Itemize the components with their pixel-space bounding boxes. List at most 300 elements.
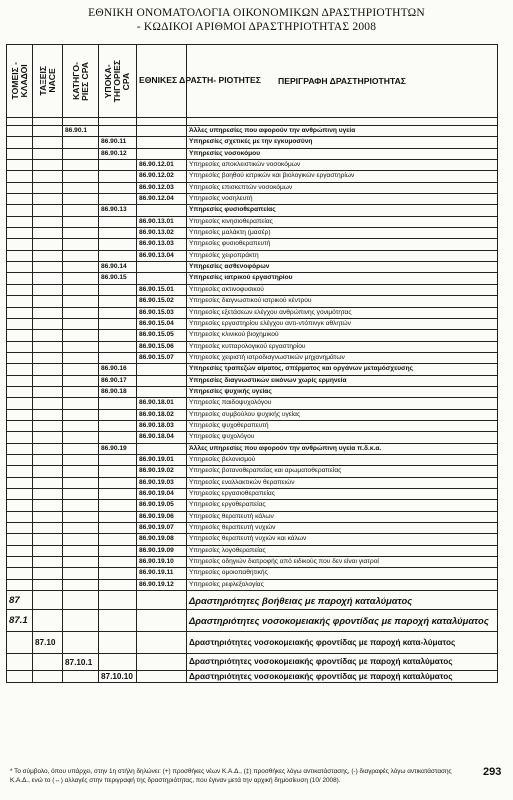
code-cell-c5 [137, 205, 187, 216]
code-cell-c1 [7, 239, 33, 250]
code-cell-c3 [63, 557, 99, 568]
section-code-cell-c3 [63, 632, 99, 654]
table-row [7, 409, 498, 420]
description-cell: Υπηρεσίες διαγνωστικών εικόνων χωρίς ερμηνεία [187, 375, 498, 386]
code-cell-c4: 86.90.12 [99, 148, 137, 159]
code-cell-c5: 86.90.13.04 [137, 250, 187, 261]
table-row [7, 477, 498, 488]
code-cell-c1 [7, 579, 33, 590]
code-cell-c3 [63, 194, 99, 205]
code-cell-c2 [33, 273, 63, 284]
code-cell-c4 [99, 489, 137, 500]
description-cell: Υπηρεσίες βοτανοθεραπείας και αρωματοθεραπείας [187, 466, 498, 477]
code-cell-c5 [137, 375, 187, 386]
code-cell-c4 [99, 454, 137, 465]
code-cell-c5: 86.90.13.01 [137, 216, 187, 227]
code-cell-c4 [99, 500, 137, 511]
code-cell-c1 [7, 557, 33, 568]
code-cell-c2 [33, 557, 63, 568]
code-cell-c5: 86.90.18.04 [137, 432, 187, 443]
code-cell-c4 [99, 250, 137, 261]
code-cell-c3 [63, 364, 99, 375]
code-cell-c5: 86.90.19.09 [137, 545, 187, 556]
code-cell-c4 [99, 318, 137, 329]
code-cell-c4: 86.90.15 [99, 273, 137, 284]
description-cell: Υπηρεσίες διαγνωστικού ιατρικού κέντρου [187, 296, 498, 307]
section-code-cell-c4 [99, 632, 137, 654]
code-cell-c5: 86.90.19.03 [137, 477, 187, 488]
code-cell-c2 [33, 216, 63, 227]
code-cell-c4: 86.90.19 [99, 443, 137, 454]
code-cell-c1 [7, 534, 33, 545]
code-cell-c2 [33, 398, 63, 409]
code-cell-c5: 86.90.19.01 [137, 454, 187, 465]
code-cell-c1 [7, 318, 33, 329]
description-cell: Υπηρεσίες επισκεπτών νοσοκόμων [187, 182, 498, 193]
code-cell-c4 [99, 579, 137, 590]
code-cell-c4 [99, 398, 137, 409]
code-cell-c4 [99, 557, 137, 568]
table-row [7, 262, 498, 273]
footnote: * Το σύμβολο, όπου υπάρχει, στην 1η στήλη δηλώνει: (+) προσθήκες νέων Κ.Α.Δ., (‡) προσθήκες λόγω αντικατάστασης, (-) διαγραφές λόγω αντικατάστασης Κ.Α.Δ., ενώ το (↔) αλλαγές στην περιγραφή της δραστηριότητας, που έγιναν μετά την αρχική δημοσίευση (10/ 2008). [10, 768, 452, 784]
code-cell-c1 [7, 330, 33, 341]
code-cell-c1 [7, 352, 33, 363]
code-cell-c5: 86.90.18.01 [137, 398, 187, 409]
code-cell-c5: 86.90.18.02 [137, 409, 187, 420]
table-row [7, 420, 498, 431]
code-cell-c4 [99, 341, 137, 352]
description-cell: Υπηρεσίες θεραπευτή νυχιών και κάλων [187, 534, 498, 545]
code-cell-c4 [99, 330, 137, 341]
code-cell-c2 [33, 579, 63, 590]
code-cell-c2 [33, 420, 63, 431]
code-cell-c1 [7, 443, 33, 454]
section-code-cell-c2 [33, 671, 63, 683]
code-cell-c1 [7, 296, 33, 307]
description-cell: Υπηρεσίες χειροπράκτη [187, 250, 498, 261]
table-row [7, 148, 498, 159]
code-cell-c4: 86.90.11 [99, 137, 137, 148]
description-cell: Υπηρεσίες ακτινοφυσικού [187, 284, 498, 295]
description-cell: Υπηρεσίες μαλάκτη (μασέρ) [187, 228, 498, 239]
section-code-cell-c2: 87.10 [33, 632, 63, 654]
description-cell: Υπηρεσίες εργοθεραπείας [187, 500, 498, 511]
code-cell-c5: 86.90.19.06 [137, 511, 187, 522]
code-cell-c1 [7, 250, 33, 261]
description-cell: Υπηρεσίες φυσιοθεραπευτή [187, 239, 498, 250]
description-cell: Υπηρεσίες κλινικού βιοχημικού [187, 330, 498, 341]
code-cell-c2 [33, 330, 63, 341]
code-cell-c1 [7, 160, 33, 171]
code-cell-c5 [137, 126, 187, 137]
code-cell-c5: 86.90.12.03 [137, 182, 187, 193]
code-cell-c2 [33, 296, 63, 307]
table-row [7, 364, 498, 375]
table-row [7, 579, 498, 590]
code-cell-c2 [33, 205, 63, 216]
code-cell-c5: 86.90.15.02 [137, 296, 187, 307]
code-cell-c4 [99, 216, 137, 227]
code-cell-c1 [7, 307, 33, 318]
code-cell-c3 [63, 216, 99, 227]
code-cell-c1 [7, 420, 33, 431]
code-cell-c2 [33, 352, 63, 363]
description-cell: Υπηρεσίες θεραπευτή κάλων [187, 511, 498, 522]
code-cell-c1 [7, 386, 33, 397]
code-cell-c4: 86.90.16 [99, 364, 137, 375]
description-cell: Υπηρεσίες κυτταρολογικού εργαστηρίου [187, 341, 498, 352]
code-cell-c3 [63, 352, 99, 363]
table-row [7, 534, 498, 545]
code-cell-c5: 86.90.13.03 [137, 239, 187, 250]
code-cell-c2 [33, 545, 63, 556]
code-cell-c2 [33, 500, 63, 511]
table-row [7, 454, 498, 465]
header-title: ΕΘΝΙΚΗ ΟΝΟΜΑΤΟΛΟΓΙΑ ΟΙΚΟΝΟΜΙΚΩΝ ΔΡΑΣΤΗΡΙΟΤΗΤΩΝ [88, 7, 425, 19]
description-cell: Υπηρεσίες παιδοψυχολόγου [187, 398, 498, 409]
code-cell-c4 [99, 534, 137, 545]
section-code-cell-c3 [63, 610, 99, 632]
description-cell: Υπηρεσίες λογοθεραπείας [187, 545, 498, 556]
table-row [7, 330, 498, 341]
code-cell-c3 [63, 171, 99, 182]
code-cell-c5 [137, 443, 187, 454]
section-code-cell-c1: 87.1 [7, 610, 33, 632]
section-code-cell-c5 [137, 591, 187, 610]
code-cell-c5: 86.90.19.11 [137, 568, 187, 579]
description-cell: Υπηρεσίες βελονισμού [187, 454, 498, 465]
code-cell-c2 [33, 489, 63, 500]
code-cell-c2 [33, 511, 63, 522]
code-cell-c5 [137, 386, 187, 397]
description-cell: Υπηρεσίες τραπεζών αίματος, σπέρματος και οργάνων μεταμόσχευσης [187, 364, 498, 375]
table-row [7, 273, 498, 284]
code-cell-c1 [7, 545, 33, 556]
code-cell-c1 [7, 409, 33, 420]
code-cell-c1 [7, 171, 33, 182]
code-cell-c1 [7, 500, 33, 511]
code-cell-c3 [63, 386, 99, 397]
code-cell-c4 [99, 307, 137, 318]
code-cell-c2 [33, 239, 63, 250]
table-row [7, 523, 498, 534]
col-header-national-activities: ΕΘΝΙΚΕΣ ΔΡΑΣΤΗ- ΡΙΟΤΗΤΕΣ [137, 45, 187, 118]
table-row [7, 160, 498, 171]
description-cell: Υπηρεσίες ψυχοθεραπευτή [187, 420, 498, 431]
code-cell-c5 [137, 262, 187, 273]
code-cell-c2 [33, 228, 63, 239]
code-cell-c2 [33, 148, 63, 159]
table-row [7, 545, 498, 556]
code-cell-c1 [7, 148, 33, 159]
code-cell-c5: 86.90.15.04 [137, 318, 187, 329]
table-row [7, 511, 498, 522]
code-cell-c2 [33, 318, 63, 329]
section-row [7, 591, 498, 610]
table-row [7, 386, 498, 397]
description-cell: Υπηρεσίες ρεφλεξολογίας [187, 579, 498, 590]
description-cell: Υπηρεσίες θεραπευτή νυχιών [187, 523, 498, 534]
code-cell-c2 [33, 386, 63, 397]
code-cell-c5: 86.90.19.12 [137, 579, 187, 590]
section-code-cell-c4 [99, 591, 137, 610]
code-cell-c1 [7, 375, 33, 386]
code-cell-c4 [99, 432, 137, 443]
code-cell-c4 [99, 194, 137, 205]
section-code-cell-c4 [99, 654, 137, 671]
code-cell-c4 [99, 523, 137, 534]
code-cell-c4 [99, 477, 137, 488]
code-cell-c5: 86.90.12.04 [137, 194, 187, 205]
code-cell-c2 [33, 160, 63, 171]
code-cell-c4: 86.90.13 [99, 205, 137, 216]
table-row [7, 307, 498, 318]
table-row [7, 216, 498, 227]
section-description-cell: Δραστηριότητες νοσοκομειακής φροντίδας με παροχή καταλύματος [187, 610, 498, 632]
code-cell-c1 [7, 523, 33, 534]
table-row [7, 341, 498, 352]
code-cell-c2 [33, 466, 63, 477]
code-cell-c3 [63, 454, 99, 465]
code-cell-c2 [33, 477, 63, 488]
section-description-cell: Δραστηριότητες νοσοκομειακής φροντίδας με παροχή κατα-λύματος [187, 632, 498, 654]
code-cell-c2 [33, 375, 63, 386]
code-cell-c1 [7, 126, 33, 137]
code-cell-c5: 86.90.15.06 [137, 341, 187, 352]
code-cell-c3 [63, 307, 99, 318]
code-cell-c2 [33, 137, 63, 148]
section-row [7, 632, 498, 654]
section-code-cell-c5 [137, 632, 187, 654]
page-number: 293 [483, 766, 502, 778]
code-cell-c3 [63, 330, 99, 341]
code-cell-c2 [33, 194, 63, 205]
section-code-cell-c2 [33, 654, 63, 671]
code-cell-c3 [63, 477, 99, 488]
code-cell-c1 [7, 216, 33, 227]
code-cell-c5 [137, 148, 187, 159]
code-cell-c3 [63, 409, 99, 420]
code-cell-c1 [7, 137, 33, 148]
code-cell-c1 [7, 454, 33, 465]
description-cell: Υπηρεσίες νοσοκόμου [187, 148, 498, 159]
table-row [7, 239, 498, 250]
col-header-description: ΠΕΡΙΓΡΑΦΗ ΔΡΑΣΤΗΡΙΟΤΗΤΑΣ [187, 45, 498, 118]
code-cell-c1 [7, 182, 33, 193]
code-cell-c5: 86.90.13.02 [137, 228, 187, 239]
code-cell-c2 [33, 534, 63, 545]
code-cell-c5 [137, 137, 187, 148]
code-cell-c2 [33, 182, 63, 193]
code-cell-c4 [99, 466, 137, 477]
section-description-cell: Δραστηριότητες βοήθειας με παροχή καταλύματος [187, 591, 498, 610]
table-row [7, 500, 498, 511]
code-cell-c1 [7, 477, 33, 488]
code-cell-c1 [7, 364, 33, 375]
code-cell-c5: 86.90.19.02 [137, 466, 187, 477]
code-cell-c3 [63, 205, 99, 216]
col-header-sectors: ΤΟΜΕΙΣ - ΚΛΑΔΟΙ [7, 45, 33, 118]
code-cell-c3 [63, 443, 99, 454]
code-cell-c1 [7, 262, 33, 273]
code-cell-c3 [63, 420, 99, 431]
description-cell: Υπηρεσίες χειριστή ιατροδιαγνωστικών μηχανημάτων [187, 352, 498, 363]
code-cell-c2 [33, 171, 63, 182]
code-cell-c3 [63, 228, 99, 239]
table-row [7, 318, 498, 329]
code-cell-c2 [33, 364, 63, 375]
code-cell-c4 [99, 420, 137, 431]
description-cell: Υπηρεσίες συμβούλου ψυχικής υγείας [187, 409, 498, 420]
code-cell-c2 [33, 568, 63, 579]
description-cell: Υπηρεσίες ψυχολόγου [187, 432, 498, 443]
code-cell-c3 [63, 579, 99, 590]
code-cell-c3 [63, 545, 99, 556]
section-row [7, 654, 498, 671]
description-cell: Υπηρεσίες οδηγιών διατροφής από ειδικούς που δεν είναι γιατροί [187, 557, 498, 568]
code-cell-c5: 86.90.19.07 [137, 523, 187, 534]
section-code-cell-c5 [137, 654, 187, 671]
code-cell-c3 [63, 296, 99, 307]
code-cell-c5: 86.90.15.01 [137, 284, 187, 295]
code-cell-c2 [33, 262, 63, 273]
table-row [7, 443, 498, 454]
code-cell-c1 [7, 228, 33, 239]
table-row [7, 171, 498, 182]
code-cell-c4 [99, 228, 137, 239]
description-cell: Άλλες υπηρεσίες που αφορούν την ανθρώπινη υγεία π.δ.κ.α. [187, 443, 498, 454]
table-row [7, 137, 498, 148]
col-header-cpa-categories: ΚΑΤΗΓΟ- ΡΙΕΣ CPA [63, 45, 99, 118]
code-cell-c5 [137, 273, 187, 284]
code-cell-c4 [99, 182, 137, 193]
code-cell-c4 [99, 511, 137, 522]
code-cell-c3 [63, 500, 99, 511]
code-cell-c3 [63, 534, 99, 545]
code-cell-c4 [99, 409, 137, 420]
description-cell: Υπηρεσίες ομοιοπαθητικής [187, 568, 498, 579]
header-subtitle: - ΚΩΔΙΚΟΙ ΑΡΙΘΜΟΙ ΔΡΑΣΤΗΡΙΟΤΗΤΑΣ 2008 [136, 21, 377, 33]
description-cell: Υπηρεσίες εργασιοθεραπείας [187, 489, 498, 500]
table-row [7, 296, 498, 307]
description-cell: Υπηρεσίες εξετάσεων ελέγχου ανθρώπινης γονιμότητας [187, 307, 498, 318]
code-cell-c5 [137, 364, 187, 375]
table-row [7, 284, 498, 295]
col-header-cpa-subcategories: ΥΠΟΚΑ- ΤΗΓΟΡΙΕΣ CPA [99, 45, 137, 118]
code-cell-c1 [7, 284, 33, 295]
code-cell-c3 [63, 523, 99, 534]
code-cell-c5: 86.90.19.10 [137, 557, 187, 568]
code-cell-c5: 86.90.15.03 [137, 307, 187, 318]
code-cell-c3 [63, 273, 99, 284]
code-cell-c5: 86.90.19.04 [137, 489, 187, 500]
table-row [7, 432, 498, 443]
code-cell-c3 [63, 511, 99, 522]
description-cell: Υπηρεσίες σχετικές με την εγκυμοσύνη [187, 137, 498, 148]
code-cell-c3 [63, 148, 99, 159]
code-cell-c4: 86.90.17 [99, 375, 137, 386]
section-code-cell-c1 [7, 632, 33, 654]
code-cell-c3 [63, 250, 99, 261]
code-cell-c3 [63, 375, 99, 386]
table-row [7, 228, 498, 239]
code-cell-c3 [63, 398, 99, 409]
code-cell-c1 [7, 194, 33, 205]
code-cell-c5: 86.90.15.05 [137, 330, 187, 341]
code-cell-c3 [63, 284, 99, 295]
code-cell-c2 [33, 409, 63, 420]
activity-codes-table [6, 44, 498, 683]
code-cell-c5: 86.90.19.08 [137, 534, 187, 545]
table-row [7, 398, 498, 409]
code-cell-c3 [63, 466, 99, 477]
code-cell-c1 [7, 341, 33, 352]
code-cell-c3 [63, 318, 99, 329]
code-cell-c2 [33, 307, 63, 318]
description-cell: Υπηρεσίες ψυχικής υγείας [187, 386, 498, 397]
description-cell: Υπηρεσίες νοσηλευτή [187, 194, 498, 205]
table-row [7, 568, 498, 579]
code-cell-c5: 86.90.15.07 [137, 352, 187, 363]
code-cell-c2 [33, 454, 63, 465]
description-cell: Υπηρεσίες βοηθού ιατρικών και βιολογικών εργαστηρίων [187, 171, 498, 182]
code-cell-c4 [99, 171, 137, 182]
code-cell-c4: 86.90.14 [99, 262, 137, 273]
section-description-cell: Δραστηριότητες νοσοκομειακής φροντίδας με παροχή καταλύματος [187, 654, 498, 671]
code-cell-c1 [7, 432, 33, 443]
col-header-nace-classes: ΤΑΞΕΙΣ NACE [33, 45, 63, 118]
description-cell: Υπηρεσίες ασθενοφόρων [187, 262, 498, 273]
code-cell-c3 [63, 182, 99, 193]
code-cell-c4 [99, 126, 137, 137]
section-code-cell-c3 [63, 671, 99, 683]
section-description-cell: Δραστηριότητες νοσοκομειακής φροντίδας με παροχή καταλύματος [187, 671, 498, 683]
code-cell-c3 [63, 341, 99, 352]
table-row [7, 194, 498, 205]
code-cell-c1 [7, 398, 33, 409]
code-cell-c1 [7, 489, 33, 500]
description-cell: Υπηρεσίες ιατρικού εργαστηρίου [187, 273, 498, 284]
description-cell: Άλλες υπηρεσίες που αφορούν την ανθρώπινη υγεία [187, 126, 498, 137]
description-cell: Υπηρεσίες εργαστηρίου ελέγχου αντι-ντόπινγκ αθλητών [187, 318, 498, 329]
table-row [7, 126, 498, 137]
code-cell-c3: 86.90.1 [63, 126, 99, 137]
code-cell-c4 [99, 239, 137, 250]
section-code-cell-c2 [33, 610, 63, 632]
table-row [7, 352, 498, 363]
code-cell-c3 [63, 239, 99, 250]
section-code-cell-c1: 87 [7, 591, 33, 610]
code-cell-c2 [33, 432, 63, 443]
section-code-cell-c5 [137, 610, 187, 632]
code-cell-c4 [99, 284, 137, 295]
code-cell-c4 [99, 545, 137, 556]
table-row [7, 466, 498, 477]
code-cell-c2 [33, 126, 63, 137]
page-header [0, 6, 513, 34]
table-row [7, 250, 498, 261]
code-cell-c1 [7, 205, 33, 216]
section-code-cell-c1 [7, 671, 33, 683]
table-row [7, 205, 498, 216]
code-cell-c2 [33, 341, 63, 352]
code-cell-c3 [63, 432, 99, 443]
code-cell-c4 [99, 160, 137, 171]
code-cell-c2 [33, 523, 63, 534]
code-cell-c4 [99, 296, 137, 307]
code-cell-c5: 86.90.19.05 [137, 500, 187, 511]
code-cell-c4 [99, 568, 137, 579]
